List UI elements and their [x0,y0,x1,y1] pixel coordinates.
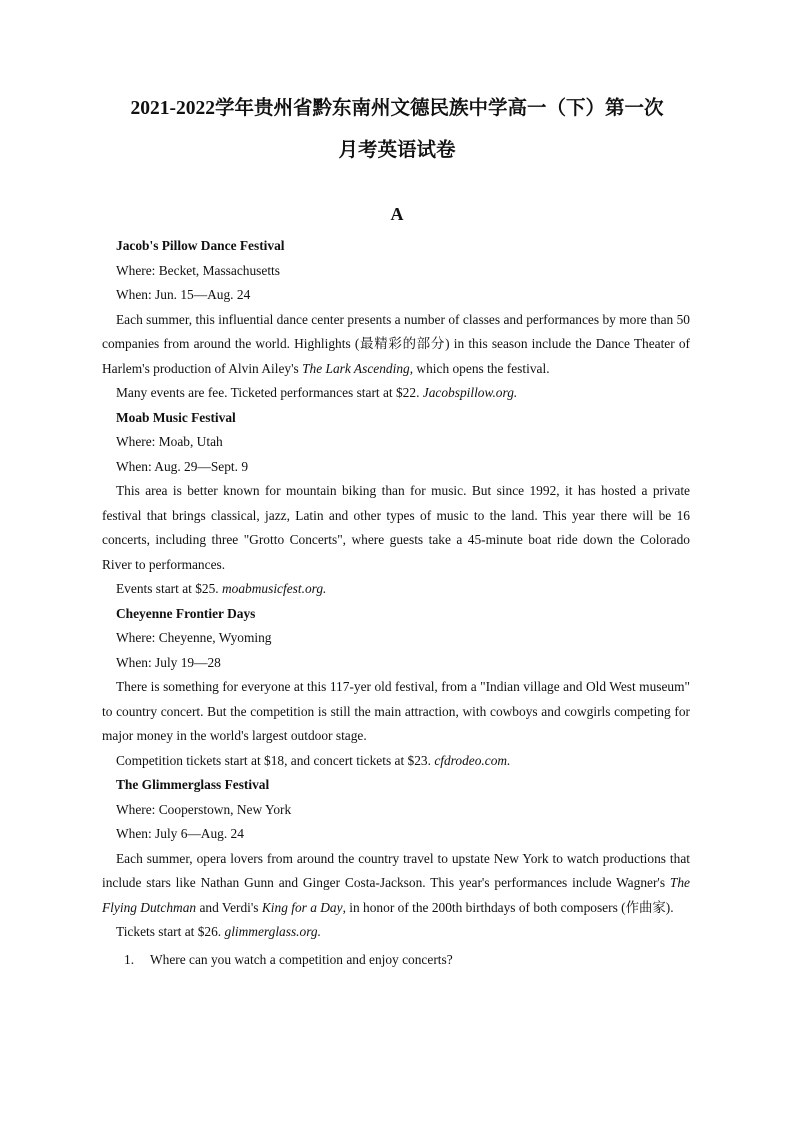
festival-website: glimmerglass.org. [224,924,321,939]
title-line-2: 月考英语试卷 [338,140,456,161]
festival-description: This area is better known for mountain biking than for music. But since 1992, it has hosted a private festival that brings classical, jazz, Latin and other types of music to the land. This year there will be 16 concerts, including three "Grotto Concerts", where guests take a 45-minute boat ride down the Colorado River to performances. [102,483,690,572]
festival-tickets: Competition tickets start at $18, and concert tickets at $23. cfdrodeo.com. [116,752,511,768]
exam-title [80,88,714,172]
festival-when: When: July 19—28 [116,654,221,670]
title-line-1: 2021-2022学年贵州省黔东南州文德民族中学高一（下）第一次 [130,98,664,119]
festival-where: Where: Cheyenne, Wyoming [116,630,272,645]
question-1 [124,948,690,973]
festival-when: When: Jun. 15—Aug. 24 [116,287,251,302]
festival-description: Each summer, opera lovers from around the country travel to upstate New York to watch productions that include stars like Nathan Gunn and Ginger Costa-Jackson. This year's performances include Wagner's The Flying Dutchman and Verdi's King for a Day, in honor of the 200th birthdays of both composers (作曲家). [102,850,690,915]
festival-tickets: Tickets start at $26. glimmerglass.org. [116,924,321,939]
festival-tickets: Many events are fee. Ticketed performances start at $22. Jacobspillow.org. [116,385,518,400]
festival-where: Where: Moab, Utah [116,434,223,449]
festival-name: The Glimmerglass Festival [116,777,270,792]
festival-tickets: Events start at $25. moabmusicfest.org. [116,581,327,596]
festival-website: moabmusicfest.org. [222,581,327,596]
question-number: 1. [124,951,135,967]
work-title: The Lark Ascending [302,360,410,376]
festival-website: cfdrodeo.com. [434,752,511,768]
work-title: King for a Day [261,899,343,915]
festival-when: When: Aug. 29—Sept. 9 [116,458,249,474]
festival-name: Jacob's Pillow Dance Festival [116,238,285,253]
festival-where: Where: Cooperstown, New York [116,801,292,817]
section-heading: A [390,204,404,224]
festival-website: Jacobspillow.org. [422,385,518,400]
passage [102,234,690,972]
festival-name: Moab Music Festival [116,409,236,425]
festival-name: Cheyenne Frontier Days [116,605,256,621]
festival-when: When: July 6—Aug. 24 [116,826,244,841]
work-title: The Flying Dutchman [102,875,690,915]
festival-description: There is something for everyone at this 117-yer old festival, from a "Indian village and Old West museum" to country concert. But the competition is still the main attraction, with cowboys and cowgirls competing for major money in the world's largest outdoor stage. [102,679,690,743]
question-text: Where can you watch a competition and enjoy concerts? [150,951,453,967]
festival-where: Where: Becket, Massachusetts [116,262,280,278]
festival-description: Each summer, this influential dance center presents a number of classes and performances by more than 50 companies from around the world. Highlights (最精彩的部分) in this season include the Dance Theater of Harlem's production of Alvin Ailey's The Lark Ascending, which opens the festival. [102,311,690,376]
